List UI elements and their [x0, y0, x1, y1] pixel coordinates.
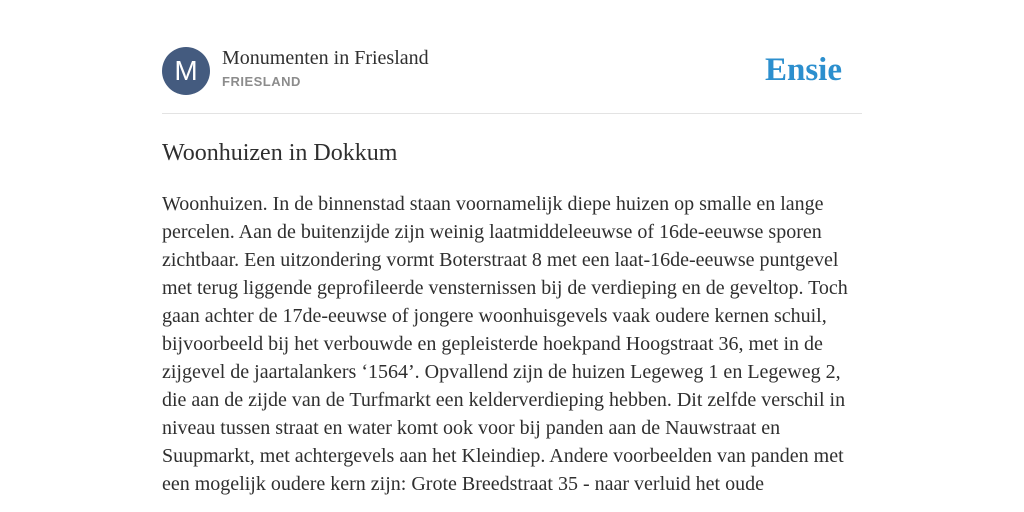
source-title[interactable]: Monumenten in Friesland	[222, 47, 429, 69]
brand-logo[interactable]: Ensie	[764, 52, 842, 88]
article-title: Woonhuizen in Dokkum	[162, 140, 398, 166]
header-divider	[162, 113, 862, 114]
article-body: Woonhuizen. In de binnenstad staan voornamelijk diepe huizen op smalle en lange percelen. Aan de buitenzijde zijn weinig laatmiddeleeuwse of 16de-eeuwse sporen zichtbaar. Een uitzondering vormt Boterstraat 8 met een laat-16de-eeuwse puntgevel met terug liggende geprofileerde vensternissen bij de verdieping en de geveltop. Toch gaan achter de 17de-eeuwse of jongere woonhuisgevels vaak oudere kernen schuil, bijvoorbeeld bij het verbouwde en gepleisterde hoekpand Hoogstraat 36, met in de zijgevel de jaartalankers ‘1564’. Opvallend zijn de huizen Legeweg 1 en Legeweg 2, die aan de zijde van de Turfmarkt een kelderverdieping hebben. Dit zelfde verschil in niveau tussen straat en water komt ook voor bij panden aan de Nauwstraat en Suupmarkt, met achtergevels aan het Kleindiep. Andere voorbeelden van panden met een mogelijk oudere kern zijn: Grote Breedstraat 35 - naar verluid het oude	[162, 193, 848, 495]
source-subtitle: FRIESLAND	[222, 74, 301, 89]
source-header	[162, 46, 862, 96]
article-card	[162, 0, 862, 512]
avatar[interactable]: M	[162, 47, 210, 95]
